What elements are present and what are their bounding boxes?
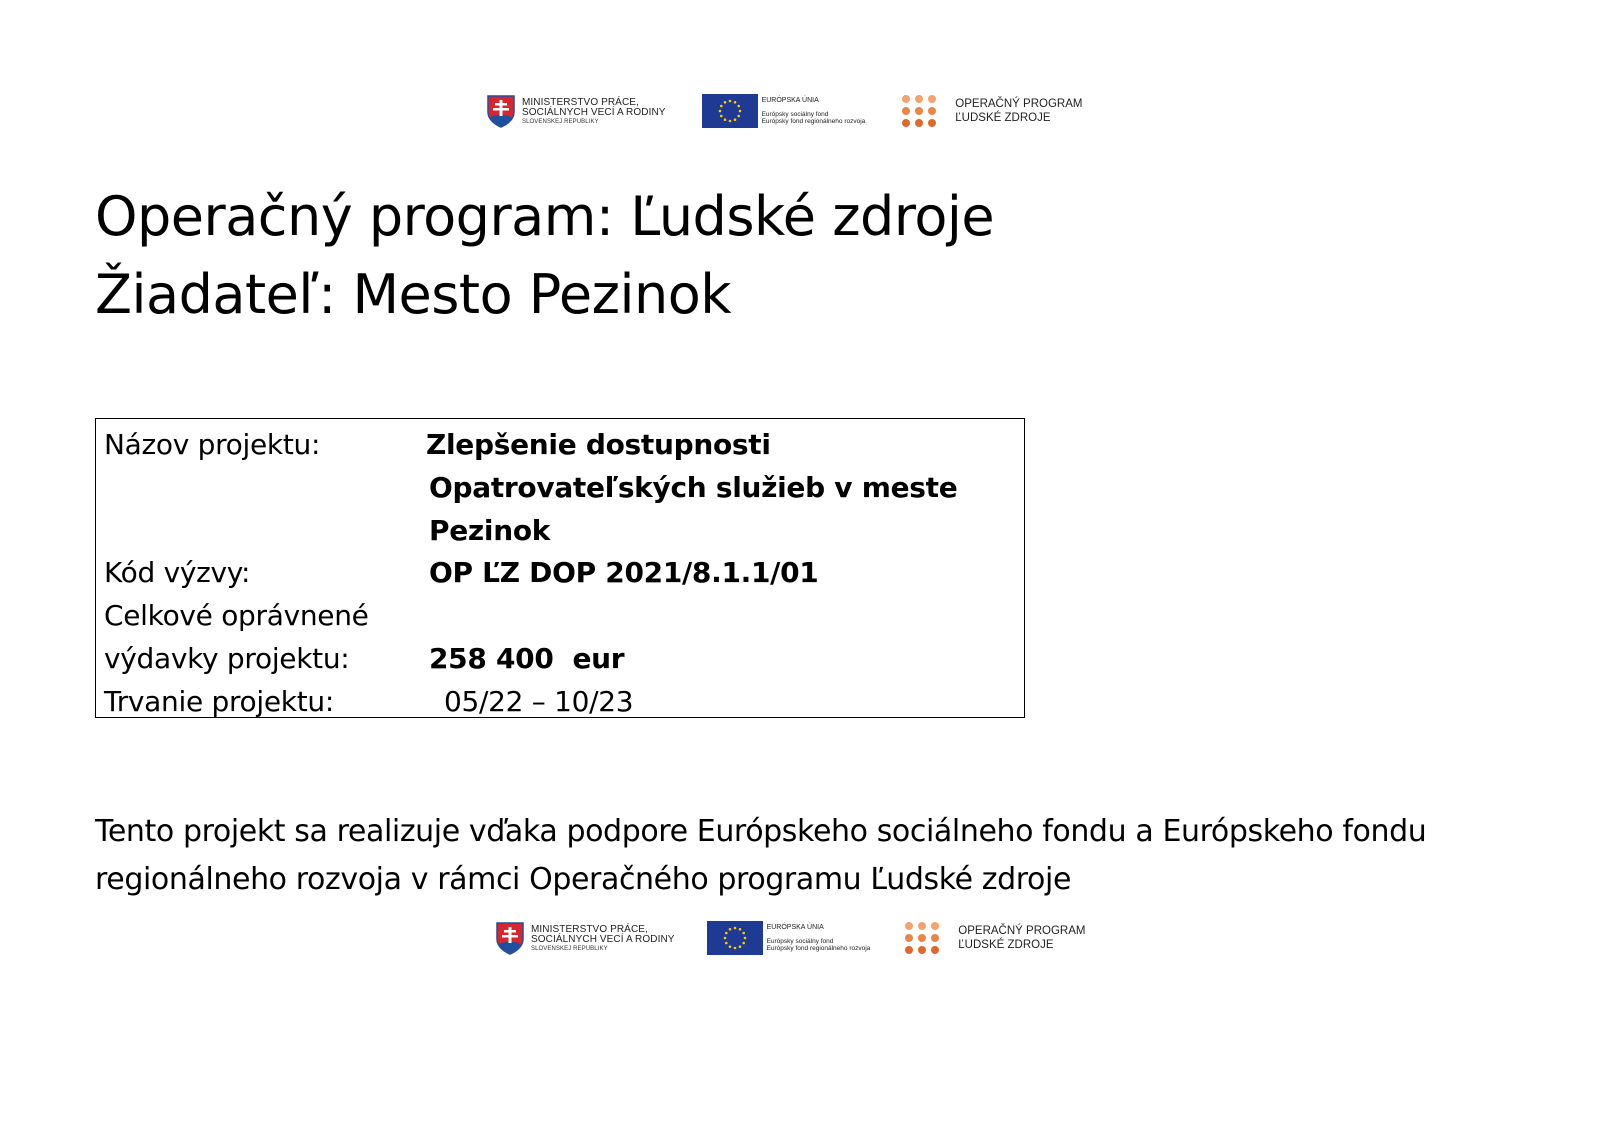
project-name-line-2: Opatrovateľských služieb v meste bbox=[429, 471, 958, 504]
eu-logo bbox=[702, 94, 866, 128]
slovak-coat-of-arms-icon bbox=[495, 921, 525, 955]
eu-head: EURÓPSKA ÚNIA bbox=[761, 97, 819, 105]
funding-statement: Tento projekt sa realizuje vďaka podpore Európskeho sociálneho fondu a Európskeho fondu regionálneho rozvoja v rámci Operačného programu Ľudské zdroje bbox=[95, 814, 1427, 897]
eligible-costs-label-2: výdavky projektu: bbox=[104, 642, 350, 675]
eu-line-2: Európsky fond regionálneho rozvoja bbox=[761, 117, 866, 125]
program-heading: Operačný program: Ľudské zdroje bbox=[95, 185, 995, 248]
call-code-label: Kód výzvy: bbox=[104, 556, 251, 589]
logo-band-top bbox=[486, 94, 1082, 128]
eu-line-1: Európsky sociálny fond bbox=[766, 937, 834, 945]
opz-dots-icon bbox=[899, 94, 939, 128]
ministry-line-1: MINISTERSTVO PRÁCE, bbox=[531, 923, 648, 935]
opz-logo bbox=[902, 921, 1085, 955]
opz-line-1: OPERAČNÝ PROGRAM bbox=[958, 924, 1086, 937]
ministry-line-3: SLOVENSKEJ REPUBLIKY bbox=[522, 118, 599, 125]
opz-line-1: OPERAČNÝ PROGRAM bbox=[955, 97, 1083, 110]
duration-value: 05/22 – 10/23 bbox=[444, 685, 634, 718]
duration-label: Trvanie projektu: bbox=[104, 685, 334, 718]
call-code-value: OP ĽZ DOP 2021/8.1.1/01 bbox=[429, 556, 819, 589]
eligible-costs-value: 258 400 eur bbox=[429, 642, 625, 675]
project-name-line-3: Pezinok bbox=[429, 514, 551, 547]
ministry-logo bbox=[486, 94, 666, 128]
project-name-label: Názov projektu: bbox=[104, 428, 321, 461]
eu-line-1: Európsky sociálny fond bbox=[761, 110, 829, 118]
ministry-line-2: SOCIÁLNYCH VECÍ A RODINY bbox=[531, 933, 675, 945]
opz-dots-icon bbox=[902, 921, 942, 955]
ministry-logo bbox=[495, 921, 675, 955]
eu-head: EURÓPSKA ÚNIA bbox=[766, 924, 824, 932]
ministry-line-2: SOCIÁLNYCH VECÍ A RODINY bbox=[522, 106, 666, 118]
ministry-line-1: MINISTERSTVO PRÁCE, bbox=[522, 96, 639, 108]
eu-flag-icon bbox=[702, 94, 758, 128]
opz-line-2: ĽUDSKÉ ZDROJE bbox=[958, 939, 1054, 951]
ministry-line-3: SLOVENSKEJ REPUBLIKY bbox=[531, 945, 608, 952]
project-info-box bbox=[95, 418, 1025, 718]
eu-flag-icon bbox=[707, 921, 763, 955]
opz-line-2: ĽUDSKÉ ZDROJE bbox=[955, 112, 1051, 124]
eu-line-2: Európsky fond regionálneho rozvoja bbox=[766, 944, 871, 952]
project-name-line-1: Zlepšenie dostupnosti bbox=[426, 428, 771, 461]
applicant-heading: Žiadateľ: Mesto Pezinok bbox=[95, 263, 732, 326]
opz-logo bbox=[899, 94, 1082, 128]
logo-band-bottom bbox=[495, 921, 1085, 955]
eligible-costs-label-1: Celkové oprávnené bbox=[104, 599, 369, 632]
eu-logo bbox=[707, 921, 871, 955]
slovak-coat-of-arms-icon bbox=[486, 94, 516, 128]
